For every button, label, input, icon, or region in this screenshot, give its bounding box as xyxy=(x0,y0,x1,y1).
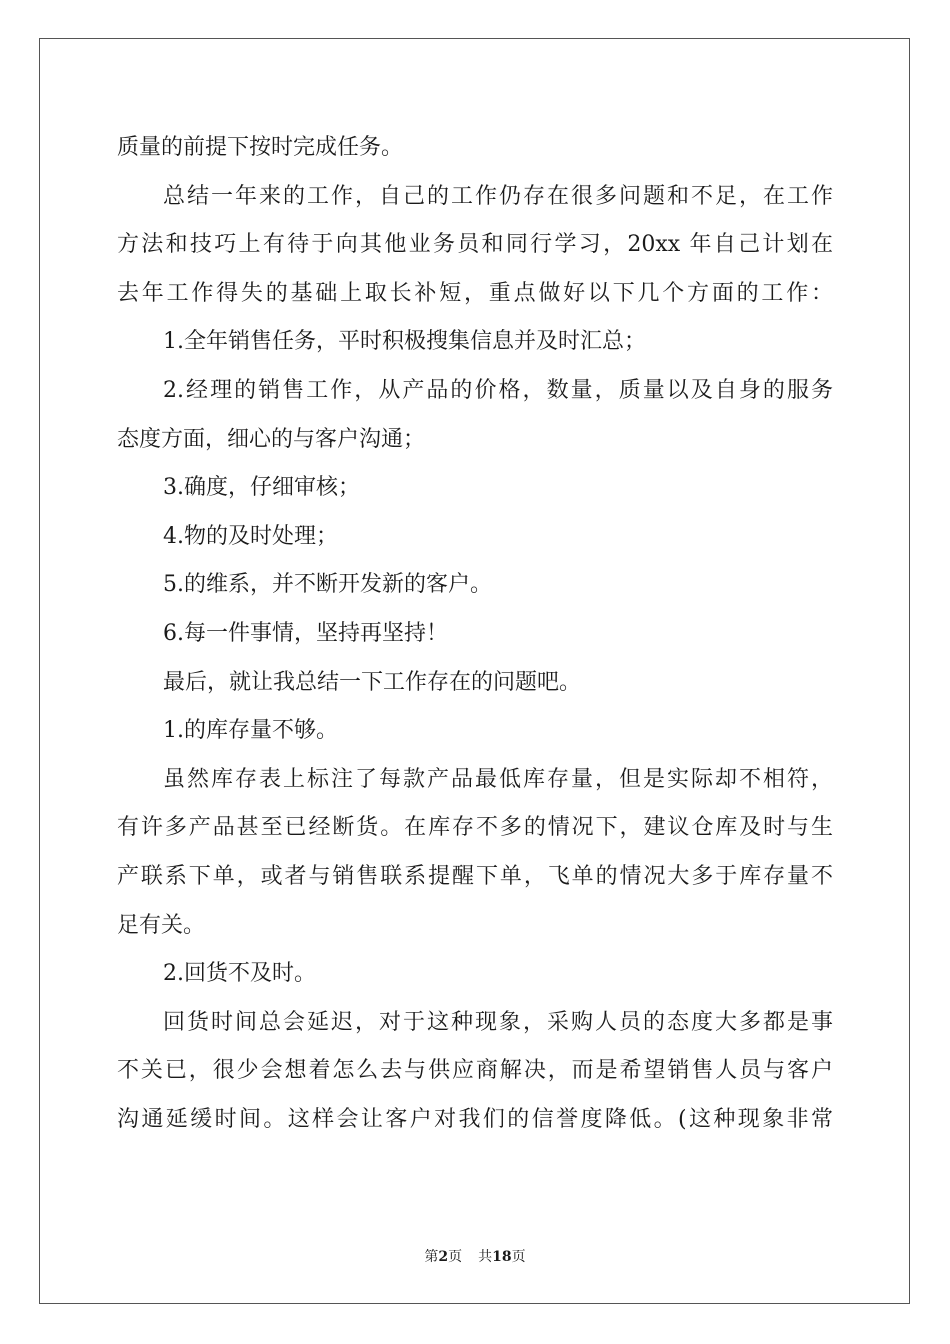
text-line: 4.物的及时处理； xyxy=(163,523,338,549)
text-line: 2.回货不及时。 xyxy=(163,961,316,987)
text-line: 1.全年销售任务，平时积极搜集信息并及时汇总； xyxy=(163,329,646,355)
text-line: 态度方面，细心的与客户沟通； xyxy=(117,426,426,452)
text-line: 回货时间总会延迟，对于这种现象，采购人员的态度大多都是事 xyxy=(163,1009,833,1035)
text-line: 2.经理的销售工作，从产品的价格，数量，质量以及自身的服务 xyxy=(163,377,833,403)
text-line: 6.每一件事情，坚持再坚持！ xyxy=(163,620,448,646)
text-line: 3.确度，仔细审核； xyxy=(163,475,360,501)
text-line: 不关已，很少会想着怎么去与供应商解决，而是希望销售人员与客户 xyxy=(117,1058,833,1084)
text-line: 去年工作得失的基础上取长补短，重点做好以下几个方面的工作： xyxy=(117,280,833,306)
page-footer xyxy=(0,1246,950,1266)
document-body xyxy=(117,124,833,1144)
text-line: 足有关。 xyxy=(117,912,206,938)
page-label-prefix: 第 xyxy=(424,1249,439,1265)
text-line: 方法和技巧上有待于向其他业务员和同行学习，20xx 年自己计划在 xyxy=(117,232,833,258)
page-number: 2 xyxy=(438,1249,449,1265)
text-line: 5.的维系，并不断开发新的客户。 xyxy=(163,572,492,598)
total-label-suffix: 页 xyxy=(511,1249,526,1265)
text-line: 有许多产品甚至已经断货。在库存不多的情况下，建议仓库及时与生 xyxy=(117,815,833,841)
text-line: 1.的库存量不够。 xyxy=(163,718,338,744)
text-line: 最后，就让我总结一下工作存在的问题吧。 xyxy=(163,669,582,695)
text-line: 产联系下单，或者与销售联系提醒下单，飞单的情况大多于库存量不 xyxy=(117,863,833,889)
text-line: 沟通延缓时间。这样会让客户对我们的信誉度降低。(这种现象非常 xyxy=(117,1106,833,1132)
text-line: 虽然库存表上标注了每款产品最低库存量，但是实际却不相符， xyxy=(163,766,833,792)
text-line: 总结一年来的工作，自己的工作仍存在很多问题和不足，在工作 xyxy=(163,183,833,209)
text-line: 质量的前提下按时完成任务。 xyxy=(117,135,404,160)
total-pages: 18 xyxy=(492,1249,512,1265)
page-label-suffix: 页 xyxy=(448,1249,463,1265)
total-label-prefix: 共 xyxy=(478,1249,493,1265)
